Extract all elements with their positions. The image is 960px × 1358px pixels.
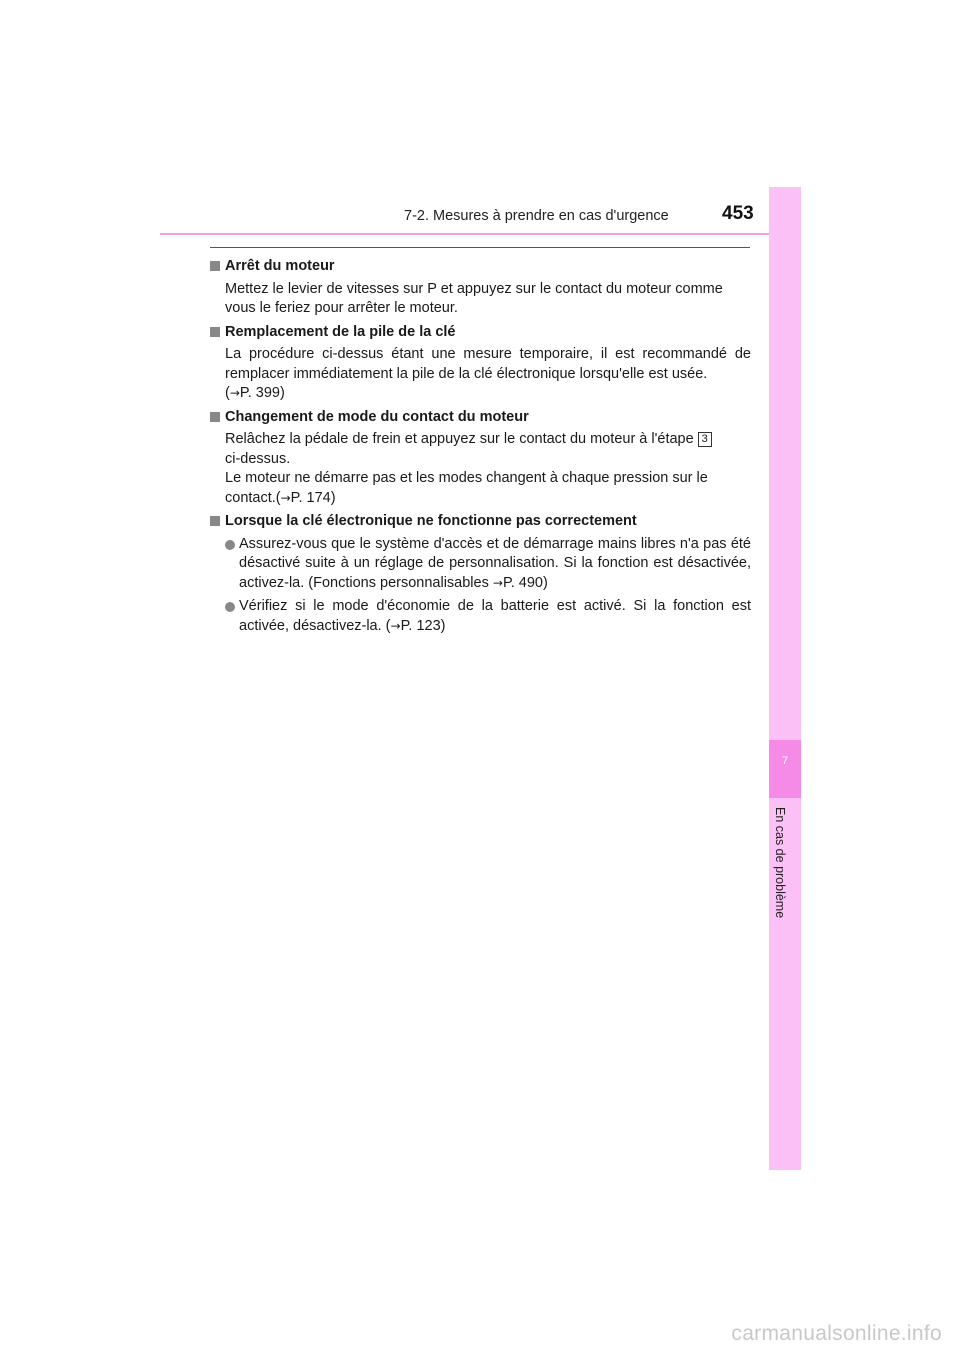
body-text: La procédure ci-dessus étant une mesure temporaire, il est recommandé de remplacer immédiatement la pile de la clé électronique lorsqu'elle est usée. bbox=[225, 346, 751, 382]
section-heading-text: Remplacement de la pile de la clé bbox=[225, 323, 456, 340]
section-heading bbox=[210, 408, 751, 428]
chapter-number: 7 bbox=[781, 755, 789, 767]
arrow-right-icon: → bbox=[280, 490, 291, 505]
chapter-number-box bbox=[769, 740, 801, 798]
section-battery-replacement bbox=[210, 323, 751, 404]
section-heading bbox=[210, 257, 751, 277]
chapter-side-tab bbox=[769, 187, 801, 1170]
section-body bbox=[210, 345, 751, 404]
circle-bullet-icon bbox=[225, 540, 235, 550]
header-divider bbox=[160, 233, 800, 235]
list-item bbox=[210, 597, 751, 636]
ref-open: ( bbox=[225, 385, 230, 401]
square-bullet-icon bbox=[210, 261, 220, 271]
watermark: carmanualsonline.info bbox=[731, 1322, 942, 1345]
section-heading-text: Arrêt du moteur bbox=[225, 258, 335, 274]
step-number-badge: 3 bbox=[698, 432, 712, 447]
page-reference-link[interactable]: P. 123) bbox=[400, 617, 446, 634]
arrow-right-icon: → bbox=[492, 575, 503, 590]
section-key-malfunction bbox=[210, 512, 751, 636]
circle-bullet-icon bbox=[225, 602, 235, 612]
body-line: vous le feriez pour arrêter le moteur. bbox=[225, 300, 458, 316]
section-heading-text: Changement de mode du contact du moteur bbox=[225, 408, 529, 425]
section-mode-change bbox=[210, 408, 751, 509]
list-item-text: Assurez-vous que le système d'accès et de démarrage mains libres n'a pas été désactivé suite à un réglage de personnalisation. Si la fonction est désactivée, activez-la. (Fonctions personnalisables bbox=[239, 535, 751, 591]
body-line: Le moteur ne démarre pas et les modes changent à chaque pression sur le bbox=[225, 470, 708, 486]
page-reference-link[interactable]: P. 490) bbox=[502, 574, 548, 591]
chapter-label: En cas de problème bbox=[773, 807, 787, 919]
body-line: ci-dessus. bbox=[225, 450, 291, 467]
body-text: Relâchez la pédale de frein et appuyez sur le contact du moteur à l'étape bbox=[225, 431, 694, 447]
page-reference-link[interactable]: P. 174) bbox=[290, 489, 336, 506]
section-heading bbox=[210, 512, 751, 532]
section-heading-text: Lorsque la clé électronique ne fonctionne pas correctement bbox=[225, 513, 637, 529]
arrow-right-icon: → bbox=[390, 618, 401, 633]
page-reference-link[interactable]: P. 399) bbox=[239, 385, 285, 401]
body-line: Mettez le levier de vitesses sur P et appuyez sur le contact du moteur comme bbox=[225, 280, 723, 297]
body-text: contact.( bbox=[225, 489, 281, 506]
page-content bbox=[210, 257, 751, 640]
content-divider bbox=[210, 247, 750, 248]
body-line bbox=[225, 489, 751, 509]
page-number: 453 bbox=[722, 203, 754, 224]
header-section-title: 7-2. Mesures à prendre en cas d'urgence bbox=[404, 208, 669, 224]
list-item bbox=[210, 535, 751, 594]
arrow-right-icon: → bbox=[229, 386, 240, 400]
body-line bbox=[225, 430, 751, 450]
square-bullet-icon bbox=[210, 516, 220, 526]
square-bullet-icon bbox=[210, 327, 220, 337]
section-heading bbox=[210, 323, 751, 343]
square-bullet-icon bbox=[210, 412, 220, 422]
section-body bbox=[210, 280, 751, 319]
section-engine-stop bbox=[210, 257, 751, 319]
list-item-text: Vérifiez si le mode d'économie de la batterie est activé. Si la fonction est activée, désactivez-la. ( bbox=[239, 598, 751, 634]
section-body bbox=[210, 430, 751, 508]
